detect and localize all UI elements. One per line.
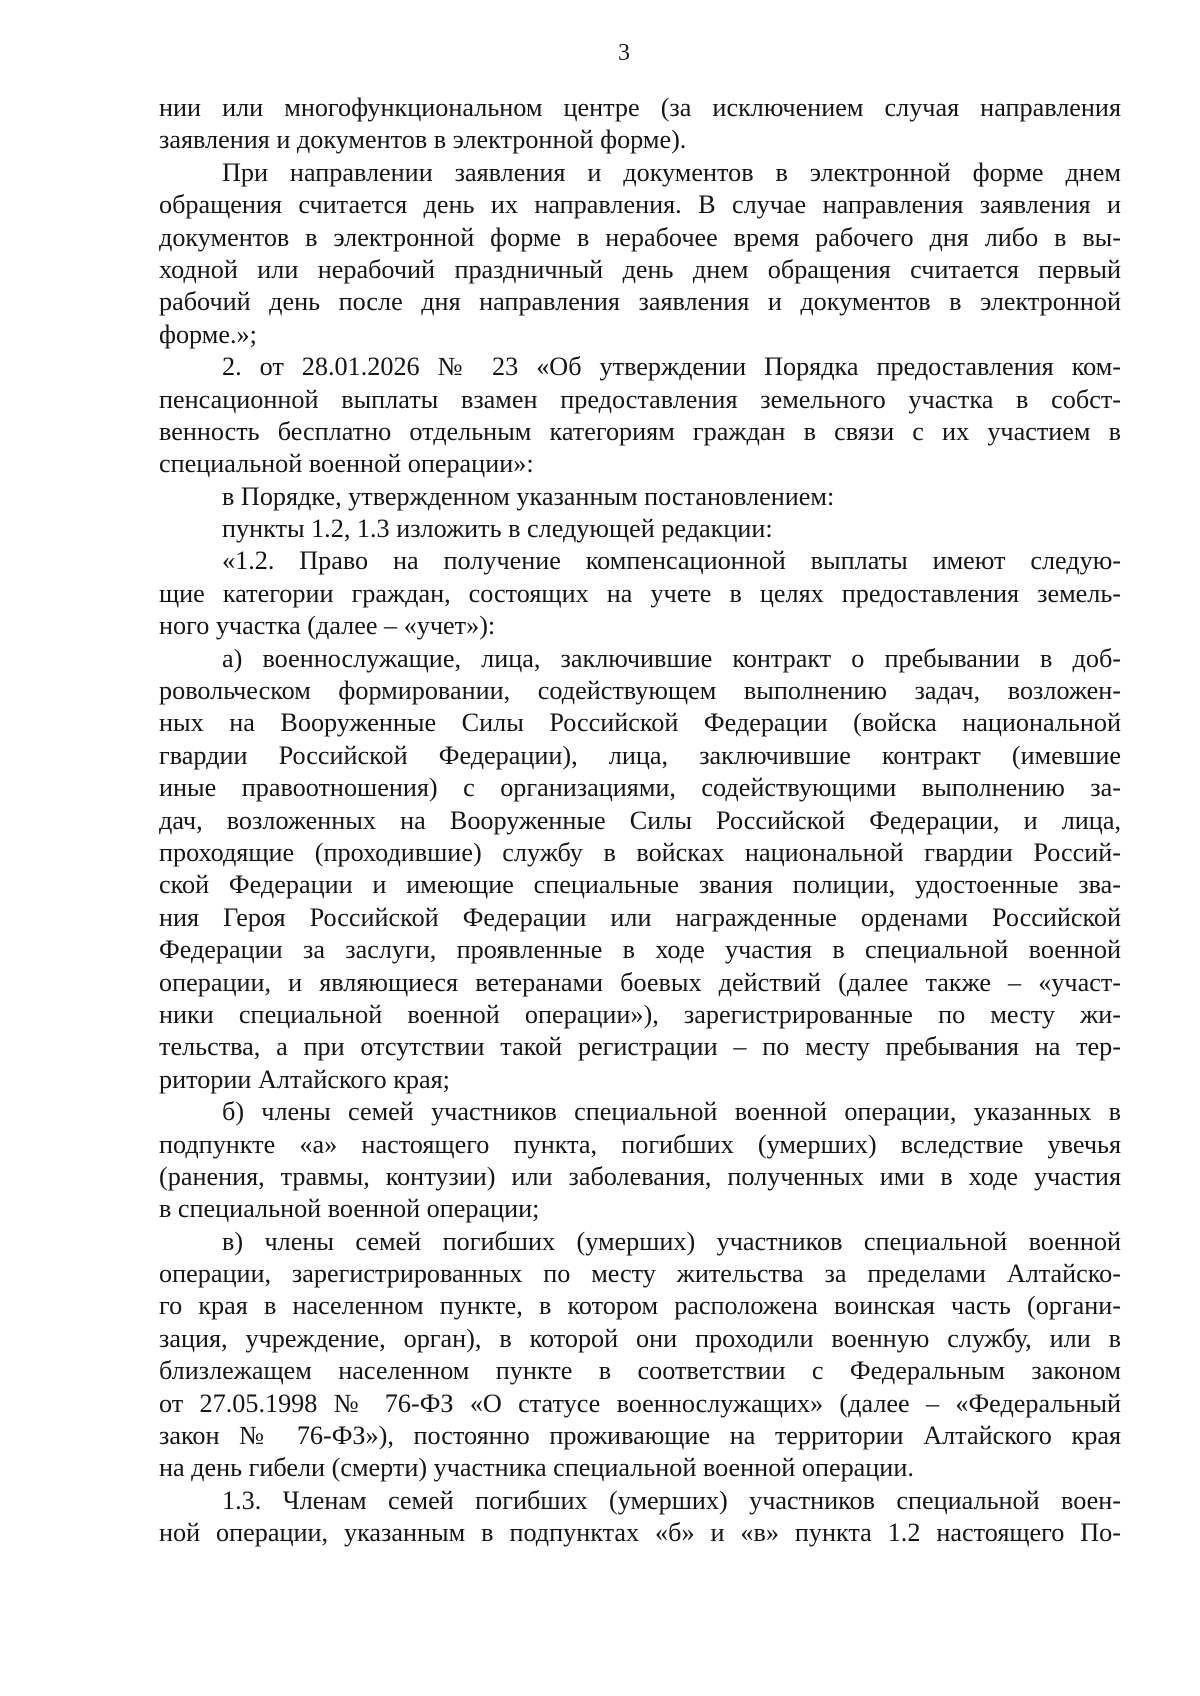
text-line: (ранения, травмы, контузии) или заболевания, полученных ими в ходе участия [159,1161,1121,1191]
text-line: ской Федерации и имеющие специальные звания полиции, удостоенные зва- [159,870,1121,900]
text-line: тельства, а при отсутствии такой регистрации – по месту пребывания на тер- [159,1032,1121,1062]
text-line: ной операции, указанным в подпунктах «б» и «в» пункта 1.2 настоящего По- [159,1518,1121,1548]
text-line: рабочий день после дня направления заявления и документов в электронной [159,287,1121,317]
text-line: документов в электронной форме в нерабочее время рабочего дня либо в вы- [159,222,1121,252]
text-line: ритории Алтайского края; [159,1064,450,1094]
text-line: специальной военной операции»: [159,449,534,479]
text-line: операции, и являющиеся ветеранами боевых действий (далее также – «участ- [159,967,1121,997]
text-line: зация, учреждение, орган), в которой они проходили военную службу, или в [159,1323,1121,1353]
text-line: близлежащем населенном пункте в соответствии с Федеральным законом [159,1356,1121,1386]
text-line: ходной или нерабочий праздничный день днем обращения считается первый [159,254,1121,284]
text-line: подпункте «а» настоящего пункта, погибших (умерших) вследствие увечья [159,1129,1121,1159]
text-line: ники специальной военной операции»), зарегистрированные по месту жи- [159,999,1121,1029]
page-number: 3 [618,40,630,66]
text-line: б) члены семей участников специальной военной операции, указанных в [222,1097,1121,1127]
text-line: При направлении заявления и документов в электронной форме днем [222,157,1121,187]
text-line: в) члены семей погибших (умерших) участников специальной военной [222,1226,1121,1256]
text-line: гвардии Российской Федерации), лица, заключившие контракт (имевшие [159,740,1121,770]
text-line: в специальной военной операции; [159,1194,540,1224]
text-line: заявления и документов в электронной форме). [159,125,687,155]
text-line: «1.2. Право на получение компенсационной выплаты имеют следую- [222,546,1121,576]
text-line: на день гибели (смерти) участника специальной военной операции. [159,1453,914,1483]
text-line: Федерации за заслуги, проявленные в ходе участия в специальной военной [159,935,1121,965]
text-line: ного участка (далее – «учет»): [159,611,496,641]
text-line: ных на Вооруженные Силы Российской Федерации (войска национальной [159,708,1121,738]
text-line: венность бесплатно отдельным категориям граждан в связи с их участием в [159,416,1121,446]
text-line: ния Героя Российской Федерации или награжденные орденами Российской [159,902,1121,932]
text-line: 2. от 28.01.2026 № 23 «Об утверждении Порядка предоставления ком- [222,352,1121,382]
text-line: операции, зарегистрированных по месту жительства за пределами Алтайско- [159,1259,1121,1289]
text-line: дач, возложенных на Вооруженные Силы Российской Федерации, и лица, [159,805,1121,835]
text-line: форме.»; [159,319,257,349]
text-line: обращения считается день их направления. В случае направления заявления и [159,190,1121,220]
document-body [159,92,1121,1550]
text-line: пенсационной выплаты взамен предоставления земельного участка в собст- [159,384,1121,414]
text-line: пункты 1.2, 1.3 изложить в следующей редакции: [222,514,773,544]
text-line: закон № 76-ФЗ»), постоянно проживающие на территории Алтайского края [159,1421,1121,1451]
text-line: 1.3. Членам семей погибших (умерших) участников специальной воен- [222,1485,1121,1515]
text-line: иные правоотношения) с организациями, содействующими выполнению за- [159,773,1121,803]
text-line: от 27.05.1998 № 76-ФЗ «О статусе военнослужащих» (далее – «Федеральный [159,1388,1121,1418]
text-line: в Порядке, утвержденном указанным постановлением: [222,481,835,511]
text-line: проходящие (проходившие) службу в войсках национальной гвардии Россий- [159,837,1121,867]
text-line: го края в населенном пункте, в котором расположена воинская часть (органи- [159,1291,1121,1321]
text-line: ровольческом формировании, содействующем выполнению задач, возложен- [159,676,1121,706]
text-line: щие категории граждан, состоящих на учете в целях предоставления земель- [159,578,1121,608]
text-line: а) военнослужащие, лица, заключившие контракт о пребывании в доб- [222,643,1121,673]
text-line: нии или многофункциональном центре (за исключением случая направления [159,93,1121,122]
